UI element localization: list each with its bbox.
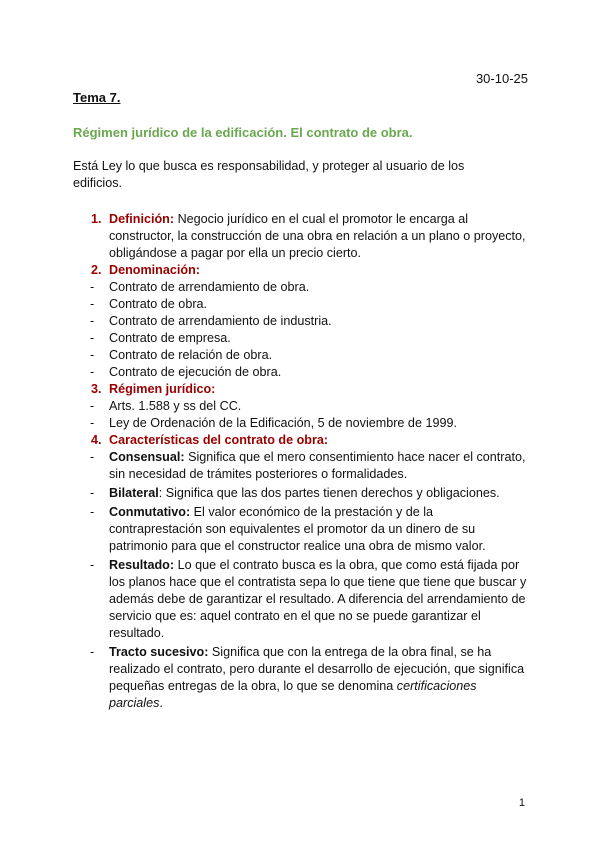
- list-item: - Contrato de obra.: [73, 296, 529, 313]
- list-item: - Contrato de ejecución de obra.: [73, 364, 529, 381]
- list-item: [73, 504, 529, 555]
- section-heading: Definición:: [109, 212, 175, 226]
- item-desc: Significa que con la entrega de la obra final, se ha realizado el contrato, pero durante el desarrollo de ejecución, que significa pequeñas entregas de la obra, lo que se denomina: [109, 645, 525, 693]
- item-desc: Lo que el contrato busca es la obra, que como está fijada por los planos hace que el contratista sepa lo que tiene que tiene que buscar y además debe de garantizar el resultado. A diferencia del arrendamiento de servicio que es: aquel contrato en el que no se puede garantizar el resultado.: [109, 558, 527, 640]
- list-item: [73, 557, 529, 642]
- denominacion-list: [73, 279, 529, 381]
- item-term: Conmutativo:: [109, 505, 191, 519]
- section-regimen: [73, 381, 529, 398]
- topic-heading: Tema 7.: [73, 90, 121, 105]
- item-desc: : Significa que las dos partes tienen derechos y obligaciones.: [158, 486, 500, 500]
- item-italic: certificaciones parciales: [109, 679, 477, 710]
- list-item: - Contrato de arrendamiento de industria.: [73, 313, 529, 330]
- list-item: - Contrato de relación de obra.: [73, 347, 529, 364]
- list-item: - Ley de Ordenación de la Edificación, 5 de noviembre de 1999.: [73, 415, 529, 432]
- item-term: Bilateral: [109, 486, 159, 500]
- item-tail: .: [159, 696, 163, 710]
- page-number: 1: [518, 797, 525, 809]
- list-item: - Contrato de empresa.: [73, 330, 529, 347]
- list-item: [73, 449, 529, 483]
- item-term: Tracto sucesivo:: [109, 645, 209, 659]
- document-date: 30-10-25: [475, 71, 528, 86]
- section-heading: Régimen jurídico:: [109, 382, 216, 396]
- list-item: - Arts. 1.588 y ss del CC.: [73, 398, 529, 415]
- item-term: Consensual:: [109, 450, 185, 464]
- section-denominacion: [73, 262, 529, 279]
- item-term: Resultado:: [109, 558, 175, 572]
- section-definicion: [73, 211, 529, 262]
- section-caracteristicas: [73, 432, 529, 449]
- regimen-list: [73, 398, 529, 432]
- section-text: Negocio jurídico en el cual el promotor le encarga al constructor, la construcción de una obra en relación a un plano o proyecto, obligándose a pagar por ella un precio cierto.: [109, 212, 526, 260]
- section-number: 4.: [91, 433, 102, 447]
- item-desc: El valor económico de la prestación y de la contraprestación son equivalentes el promotor da un dinero de su patrimonio para que el constructor realice una obra de mismo valor.: [109, 505, 486, 553]
- section-number: 2.: [91, 263, 102, 277]
- intro-paragraph: Está Ley lo que busca es responsabilidad, y proteger al usuario de los edificios.: [73, 159, 465, 190]
- section-heading: Características del contrato de obra:: [109, 433, 329, 447]
- section-number: 3.: [91, 382, 102, 396]
- document-subtitle: Régimen jurídico de la edificación. El contrato de obra.: [73, 125, 413, 140]
- list-item: - Contrato de arrendamiento de obra.: [73, 279, 529, 296]
- list-item: [73, 644, 529, 712]
- item-desc: Significa que el mero consentimiento hace nacer el contrato, sin necesidad de trámites posteriores o formalidades.: [109, 450, 526, 481]
- list-item: [73, 485, 529, 502]
- section-heading: Denominación:: [109, 263, 200, 277]
- caracteristicas-list: [73, 449, 529, 712]
- section-number: 1.: [91, 212, 102, 226]
- outline-list: [73, 211, 529, 714]
